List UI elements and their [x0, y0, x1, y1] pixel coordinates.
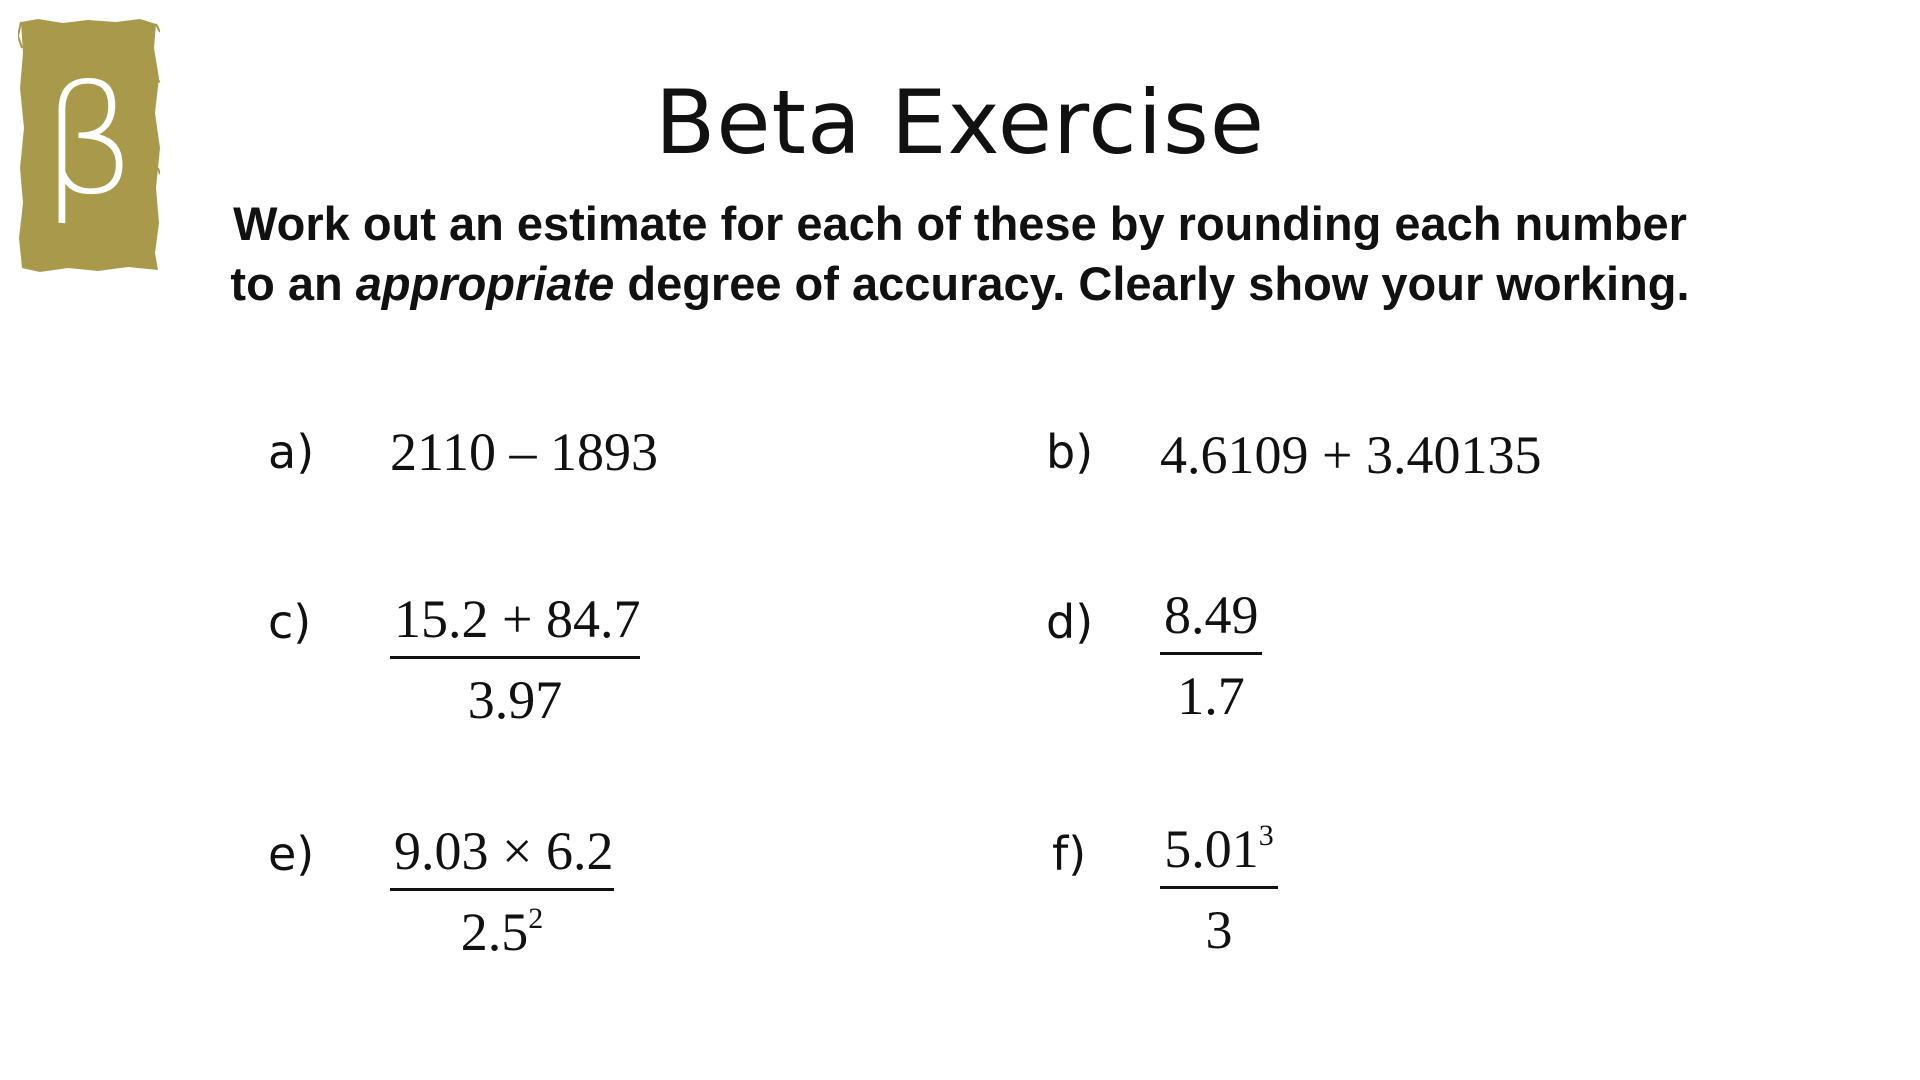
question-f-label: f) [1052, 827, 1087, 881]
instructions [230, 194, 1690, 314]
question-e-denominator-exponent: 2 [528, 902, 544, 935]
question-d-label: d) [1046, 595, 1094, 649]
question-f-denominator: 3 [1205, 900, 1233, 960]
question-b-expression: 4.6109 + 3.40135 [1160, 425, 1542, 485]
page-title: Beta Exercise [654, 71, 1266, 174]
question-f-fraction [1160, 818, 1278, 961]
question-d-fraction [1160, 584, 1262, 727]
question-e-fraction-bar [390, 888, 614, 891]
question-e-numerator: 9.03 × 6.2 [394, 821, 614, 881]
instructions-text-2: degree of accuracy. Clearly show your working. [614, 257, 1690, 310]
question-d-fraction-bar [1160, 652, 1262, 655]
question-f-numerator-base: 5.01 [1164, 819, 1259, 879]
question-e-fraction [390, 820, 614, 963]
question-c-numerator: 15.2 + 84.7 [394, 589, 641, 649]
instructions-text-1: Work out an estimate for each of these by rounding each number to an [230, 197, 1687, 310]
question-c-denominator: 3.97 [467, 670, 563, 730]
question-f-fraction-bar [1160, 886, 1278, 889]
question-b-label: b) [1046, 425, 1094, 479]
question-c-fraction [390, 588, 640, 731]
question-f-numerator [1160, 818, 1278, 880]
question-c-fraction-bar [390, 656, 640, 659]
question-f-numerator-exponent: 3 [1258, 819, 1274, 852]
question-e-label: e) [268, 827, 315, 881]
instructions-emphasis: appropriate [355, 257, 615, 310]
question-e-denominator-base: 2.5 [460, 902, 529, 962]
question-a-expression: 2110 – 1893 [390, 422, 658, 482]
question-d-denominator: 1.7 [1177, 666, 1245, 726]
question-c-label: c) [268, 595, 312, 649]
question-d-numerator: 8.49 [1164, 585, 1259, 645]
question-a-label: a) [268, 425, 315, 479]
beta-symbol: β [41, 54, 137, 228]
question-e-denominator [390, 901, 614, 963]
